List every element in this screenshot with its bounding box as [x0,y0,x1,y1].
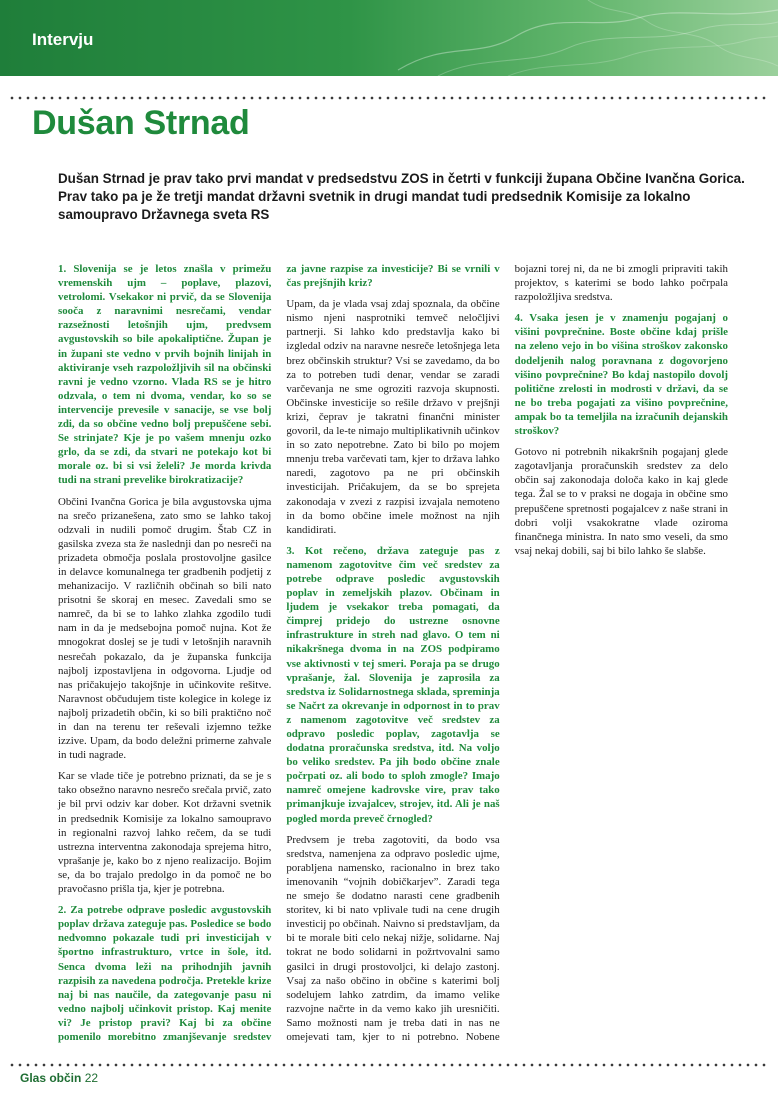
interview-answer: Upam, da je vlada vsaj zdaj spoznala, da občine nismo njeni nasprotniki temveč neločljivi partnerji. Si lahko kdo predstavlja kako bi izgledal odziv na naravne nesreče letošnjega leta brez občinskih struktur? Vsi se zavedamo, da bo za to potreben tudi denar, vendar se zaradi varčevanja ne sme ogroziti razvoja skupnosti. Občinske investicije so rešile državo v prejšnji krizi, čeprav je takratni finančni minister govoril, da le-te nimajo multiplikativnih učinkov in so zato nepotrebne. Zato bi bilo po mojem mnenju treba varčevati tam, kjer to država lahko naredi, zagotovo pa ne pri občinskih investicijah. Pričakujem, da se bo sprejeta zakonodaja v zvezi z razpisi izvajala nemoteno in da bomo občine imele možnost na njih kandidirati. [286,298,500,536]
dotted-divider-top [8,96,770,100]
page-footer [20,1071,98,1085]
interview-answer: Predvsem je treba zagotoviti, da bodo vsa sredstva, namenjena za odpravo posledic ujme, porabljena namensko, racionalno in brez tako imenovanih “vojnih dobičkarjev”. Zaradi tega ne smejo še dodatno narasti cene gradbenih storitev, ki bi nato vplivale tudi na cene drugih investicij po občinah. Naivno si predstavljam, da bi te morale biti celo nekaj nižje, solidarne. Naj tokrat ne bodo solidarni in požrtvovalni samo gasilci in drugi prostovoljci, ki delajo zastonj. Vsaj za našo občino in občine s katerimi bolj sodelujem lahko zatrdim, da imamo velike razvojne načrte in da vemo kako jih uresničiti. Samo možnosti nam je treba dati in nas ne omejevati tam, kjer to ni potrebno. Nobene bojazni torej ni, da ne bi zmogli pripraviti takih projektov, s katerimi se bodo lahko počrpala razpoložljiva sredstva. [286,263,728,1043]
interview-answer: Gotovo ni potrebnih nikakršnih pogajanj glede zagotavljanja proračunskih sredstev za delo občin saj zakonodaja določa kako in kaj glede tega. Žal se to v praksi ne dogaja in občine smo prepuščene spretnosti pogajalcev z naše strani in dobri volji vsakokratne vlade oziroma finančnega ministra. In nato smo veseli, da smo vsaj nekaj dobili, saj bi bilo lahko še slabše. [514,446,728,557]
section-label: Intervju [32,30,94,49]
section-header-bar [0,0,778,76]
article-body [58,262,728,1052]
article-lead: Dušan Strnad je prav tako prvi mandat v predsedstvu ZOS in četrti v funkciji župana Občine Ivančna Gorica. Prav tako pa je že tretji mandat državni svetnik in drugi mandat tudi predsednik Komisije za lokalno samoupravo Državnega sveta RS [58,171,745,222]
publication-name: Glas občin [20,1071,82,1085]
interview-question: 3. Kot rečeno, država zateguje pas z namenom zagotovitve čim več sredstev za potrebe odprave posledic avgustovskih poplav in zemeljskih plazov. Občinam in ljudem je vsekakor treba pomagati, da čimprej pridejo do ustrezne osnovne infrastrukture in streh nad glavo. O tem ni nikakršnega dvoma in na ZOS podpiramo vse aktivnosti v tej smeri. Poraja pa se drugo vprašanje, žal. Slovenija je zaprosila za sredstva iz Solidarnostnega sklada, spreminja se Načrt za okrevanje in odpornost in to prav z namenom zagotovitve več sredstev za odpravo posledic poplav, zagotavlja se dodatna proračunska sredstva, itd. Na voljo bo veliko sredstev. Pa jih bodo občine znale počrpati oz. ali bodo to sploh zmogle? Imajo namreč omejene kadrovske vire, prav tako primanjkuje izvajalcev, strojev, itd. Ali je naš pogled morda preveč črnogled? [286,544,500,825]
page-number: 22 [84,1071,99,1085]
article-title: Dušan Strnad [32,104,250,142]
interview-answer: Kar se vlade tiče je potrebno priznati, da se je s tako obsežno naravno nesrečo srečala prvič, zato je bil prvi odziv kar dober. Kot državni svetnik in predsednik Komisije za lokalno samoupravo in regionalni razvoj lahko rečem, da se tudi ustrezna interventna zakonodaja sprejema hitro, vprašanje je, kako bo z njeno realizacijo. Bojim se, da bo trajalo predolgo in da pomoč ne bo pravočasno prišla tja, kjer je potrebna. [58,770,272,896]
interview-question: 1. Slovenija se je letos znašla v primežu vremenskih ujm – poplave, plazovi, vetrolomi. Vsekakor ni prvič, da se Slovenija sooča z naravnimi nesrečami, vendar razsežnosti letošnjih ujm, predvsem avgustovskih so bile apokaliptične. Župan je in župani ste vedno v prvih bojnih linijah in aktiviranje vseh razpoložljivih sil na občinski ravni je vedno vzorno. Vlada RS se je hitro odzvala, o tem ni dvoma, vendar, ko so se intervencije prevesile v sanacije, se vse bolj zdi, da so občine vedno bolj prepuščene sebi. Se strinjate? Kje je po vašem mnenju ozko grlo, da se zdi, da stvari ne potekajo kot bi morale oz. bi si vsi želeli? Je morda krivda tudi na strani prevelike birokratizacije? [58,263,272,487]
interview-question: 4. Vsaka jesen je v znamenju pogajanj o višini povprečnine. Boste občine kdaj prišle na zeleno vejo in bo višina stroškov zakonsko dodeljenih nalog poravnana z dogovorjeno višino povprečnine? Bo kdaj nastopilo dovolj politične zrelosti in modrosti v državi, da se ne bo treba pogajati za višino povprečnine, ampak bo ta temeljila na izračunih dejanskih stroškov? [514,312,728,438]
interview-question: 2. Za potrebe odprave posledic avgustovskih poplav država zateguje pas. Posledice se bodo nedvomno pokazale tudi pri investicijah v športno infrastrukturo, vrtce in šole, itd. Senca dvoma leži na prihodnjih javnih razpisih za navedena področja. Pretekle krize naj bi nas naučile, da zategovanje pasu ni vedno najbolj učinkovit pristop. Kaj menite vi? Je pristop pravi? Kaj bi za občine pomenilo morebitno zmanjševanje sredstev za javne razpise za investicije? Bi se vrnili v čas prejšnjih kriz? [58,263,500,1043]
map-outline-decoration [358,0,778,76]
interview-answer: Občini Ivančna Gorica je bila avgustovska ujma na srečo prizanešena, zato smo se lahko takoj odzvali in nudili pomoč drugim. Štab CZ in gasilska zveza sta že naslednji dan po nesreči na prizadeta območja poslala prostovoljne gasilce in delavce komunalnega ter gradbenih podjetij z mehanizacijo. V različnih občinah so bili nato prisotni še skoraj en mesec. Zavedali smo se namreč, da bi se to lahko zlahka zgodilo tudi nam in da je medsebojna pomoč nujna. Kot že mnogokrat doslej se je tudi v letošnjih naravnih nesrečah pokazalo, da je županska funkcija najbolj izpostavljena in odgovorna. Ljudje od nas pričakujejo takojšnje in učinkovite rešitve. Naravnost občudujem tiste kolegice in kolege iz najbolj prizadetih občin, ki so bili praktično noč in dan na terenu ter reševali izjemno težke izzive. Upam, da bodo deležni primerne zahvale in tudi nagrade. [58,495,272,762]
dotted-divider-bottom [8,1063,770,1067]
